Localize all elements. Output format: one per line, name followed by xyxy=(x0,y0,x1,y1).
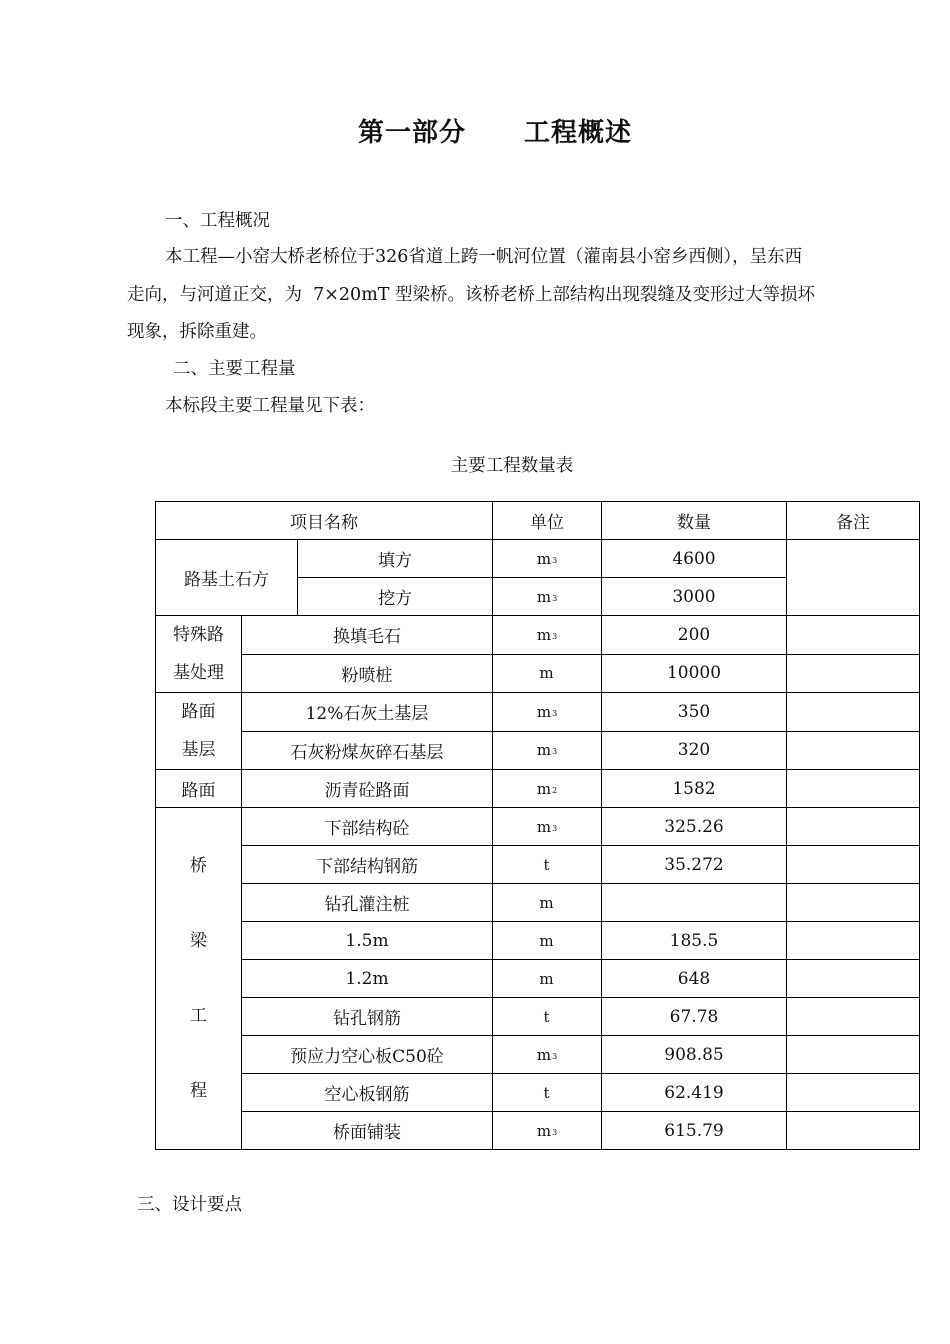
row-unit: $m^3$ xyxy=(493,540,602,578)
row-name: 1.2m xyxy=(242,960,493,998)
row-unit: $m^2$ xyxy=(493,770,602,808)
table-row xyxy=(156,884,920,922)
row-name: 沥青砼路面 xyxy=(242,770,493,808)
row-remark xyxy=(787,960,920,998)
table-caption: 主要工程数量表 xyxy=(450,456,574,476)
table-row xyxy=(156,960,920,998)
section1-para-line2: 走向，与河道正交，为 7×20mT 型梁桥。该桥老桥上部结构出现裂缝及变形过大等损坏 xyxy=(127,285,816,305)
row-quantity: 67.78 xyxy=(602,998,787,1036)
row-remark xyxy=(787,1112,920,1150)
table-row xyxy=(156,1112,920,1150)
row-unit: $m^3$ xyxy=(493,1036,602,1074)
table-row xyxy=(156,616,920,655)
row-remark xyxy=(787,540,920,616)
row-unit: $m^3$ xyxy=(493,693,602,732)
row-remark xyxy=(787,731,920,770)
table-row xyxy=(156,808,920,846)
group-bridge-works: 桥 梁 工 程 xyxy=(156,808,242,1150)
row-name: 填方 xyxy=(298,540,493,578)
row-quantity: 1582 xyxy=(602,770,787,808)
table-row xyxy=(156,1074,920,1112)
row-name: 1.5m xyxy=(242,922,493,960)
table-row xyxy=(156,846,920,884)
row-unit: $m^3$ xyxy=(493,731,602,770)
title-name: 工程概述 xyxy=(524,118,633,148)
row-remark xyxy=(787,654,920,693)
quantity-table xyxy=(155,501,920,1150)
row-unit: t xyxy=(493,1074,602,1112)
row-quantity: 320 xyxy=(602,731,787,770)
section2-intro: 本标段主要工程量见下表： xyxy=(165,396,375,416)
row-remark xyxy=(787,616,920,655)
header-quantity: 数量 xyxy=(602,502,787,540)
row-unit: $m^3$ xyxy=(493,1112,602,1150)
table-row xyxy=(156,770,920,808)
row-unit: t xyxy=(493,998,602,1036)
row-unit: m xyxy=(493,922,602,960)
row-name: 桥面铺装 xyxy=(242,1112,493,1150)
row-remark xyxy=(787,922,920,960)
row-name: 下部结构砼 xyxy=(242,808,493,846)
row-unit: $m^3$ xyxy=(493,578,602,616)
row-quantity: 200 xyxy=(602,616,787,655)
section1-para-line3: 现象，拆除重建。 xyxy=(127,322,267,342)
table-row xyxy=(156,693,920,732)
row-unit: $m^3$ xyxy=(493,808,602,846)
row-name: 空心板钢筋 xyxy=(242,1074,493,1112)
table-row xyxy=(156,1036,920,1074)
table-row xyxy=(156,540,920,578)
table-row xyxy=(156,998,920,1036)
table-header-row xyxy=(156,502,920,540)
header-remark: 备注 xyxy=(787,502,920,540)
row-unit: m xyxy=(493,960,602,998)
row-quantity: 325.26 xyxy=(602,808,787,846)
row-name: 挖方 xyxy=(298,578,493,616)
row-remark xyxy=(787,808,920,846)
row-remark xyxy=(787,1074,920,1112)
row-name: 钻孔钢筋 xyxy=(242,998,493,1036)
row-quantity: 615.79 xyxy=(602,1112,787,1150)
row-quantity: 10000 xyxy=(602,654,787,693)
row-quantity xyxy=(602,884,787,922)
row-name: 石灰粉煤灰碎石基层 xyxy=(242,731,493,770)
row-quantity: 62.419 xyxy=(602,1074,787,1112)
row-remark xyxy=(787,693,920,732)
row-quantity: 3000 xyxy=(602,578,787,616)
row-remark xyxy=(787,846,920,884)
group-roadbed: 路基土石方 xyxy=(156,540,298,616)
row-unit: $m^3$ xyxy=(493,616,602,655)
row-unit: t xyxy=(493,846,602,884)
row-quantity: 908.85 xyxy=(602,1036,787,1074)
row-name: 下部结构钢筋 xyxy=(242,846,493,884)
header-unit: 单位 xyxy=(493,502,602,540)
table-row xyxy=(156,922,920,960)
header-item-name: 项目名称 xyxy=(156,502,493,540)
row-quantity: 35.272 xyxy=(602,846,787,884)
row-remark xyxy=(787,998,920,1036)
table-row xyxy=(156,654,920,693)
section2-heading: 二、主要工程量 xyxy=(173,359,296,379)
section3-heading: 三、设计要点 xyxy=(137,1195,242,1215)
section1-para-line1: 本工程—小窑大桥老桥位于326省道上跨一帆河位置（灌南县小窑乡西侧），呈东西 xyxy=(165,247,803,267)
row-name: 粉喷桩 xyxy=(242,654,493,693)
row-remark xyxy=(787,1036,920,1074)
row-quantity: 4600 xyxy=(602,540,787,578)
group-pavement-base: 路面 基层 xyxy=(156,693,242,770)
group-special-treatment: 特殊路 基处理 xyxy=(156,616,242,693)
row-quantity: 350 xyxy=(602,693,787,732)
page-title xyxy=(0,112,950,149)
section1-heading: 一、工程概况 xyxy=(165,211,270,231)
row-name: 12%石灰土基层 xyxy=(242,693,493,732)
title-part: 第一部分 xyxy=(357,118,466,148)
row-quantity: 648 xyxy=(602,960,787,998)
row-unit: m xyxy=(493,884,602,922)
row-name: 换填毛石 xyxy=(242,616,493,655)
row-quantity: 185.5 xyxy=(602,922,787,960)
table-row xyxy=(156,731,920,770)
row-remark xyxy=(787,770,920,808)
row-name: 钻孔灌注桩 xyxy=(242,884,493,922)
row-name: 预应力空心板C50砼 xyxy=(242,1036,493,1074)
group-pavement: 路面 xyxy=(156,770,242,808)
row-unit: m xyxy=(493,654,602,693)
row-remark xyxy=(787,884,920,922)
